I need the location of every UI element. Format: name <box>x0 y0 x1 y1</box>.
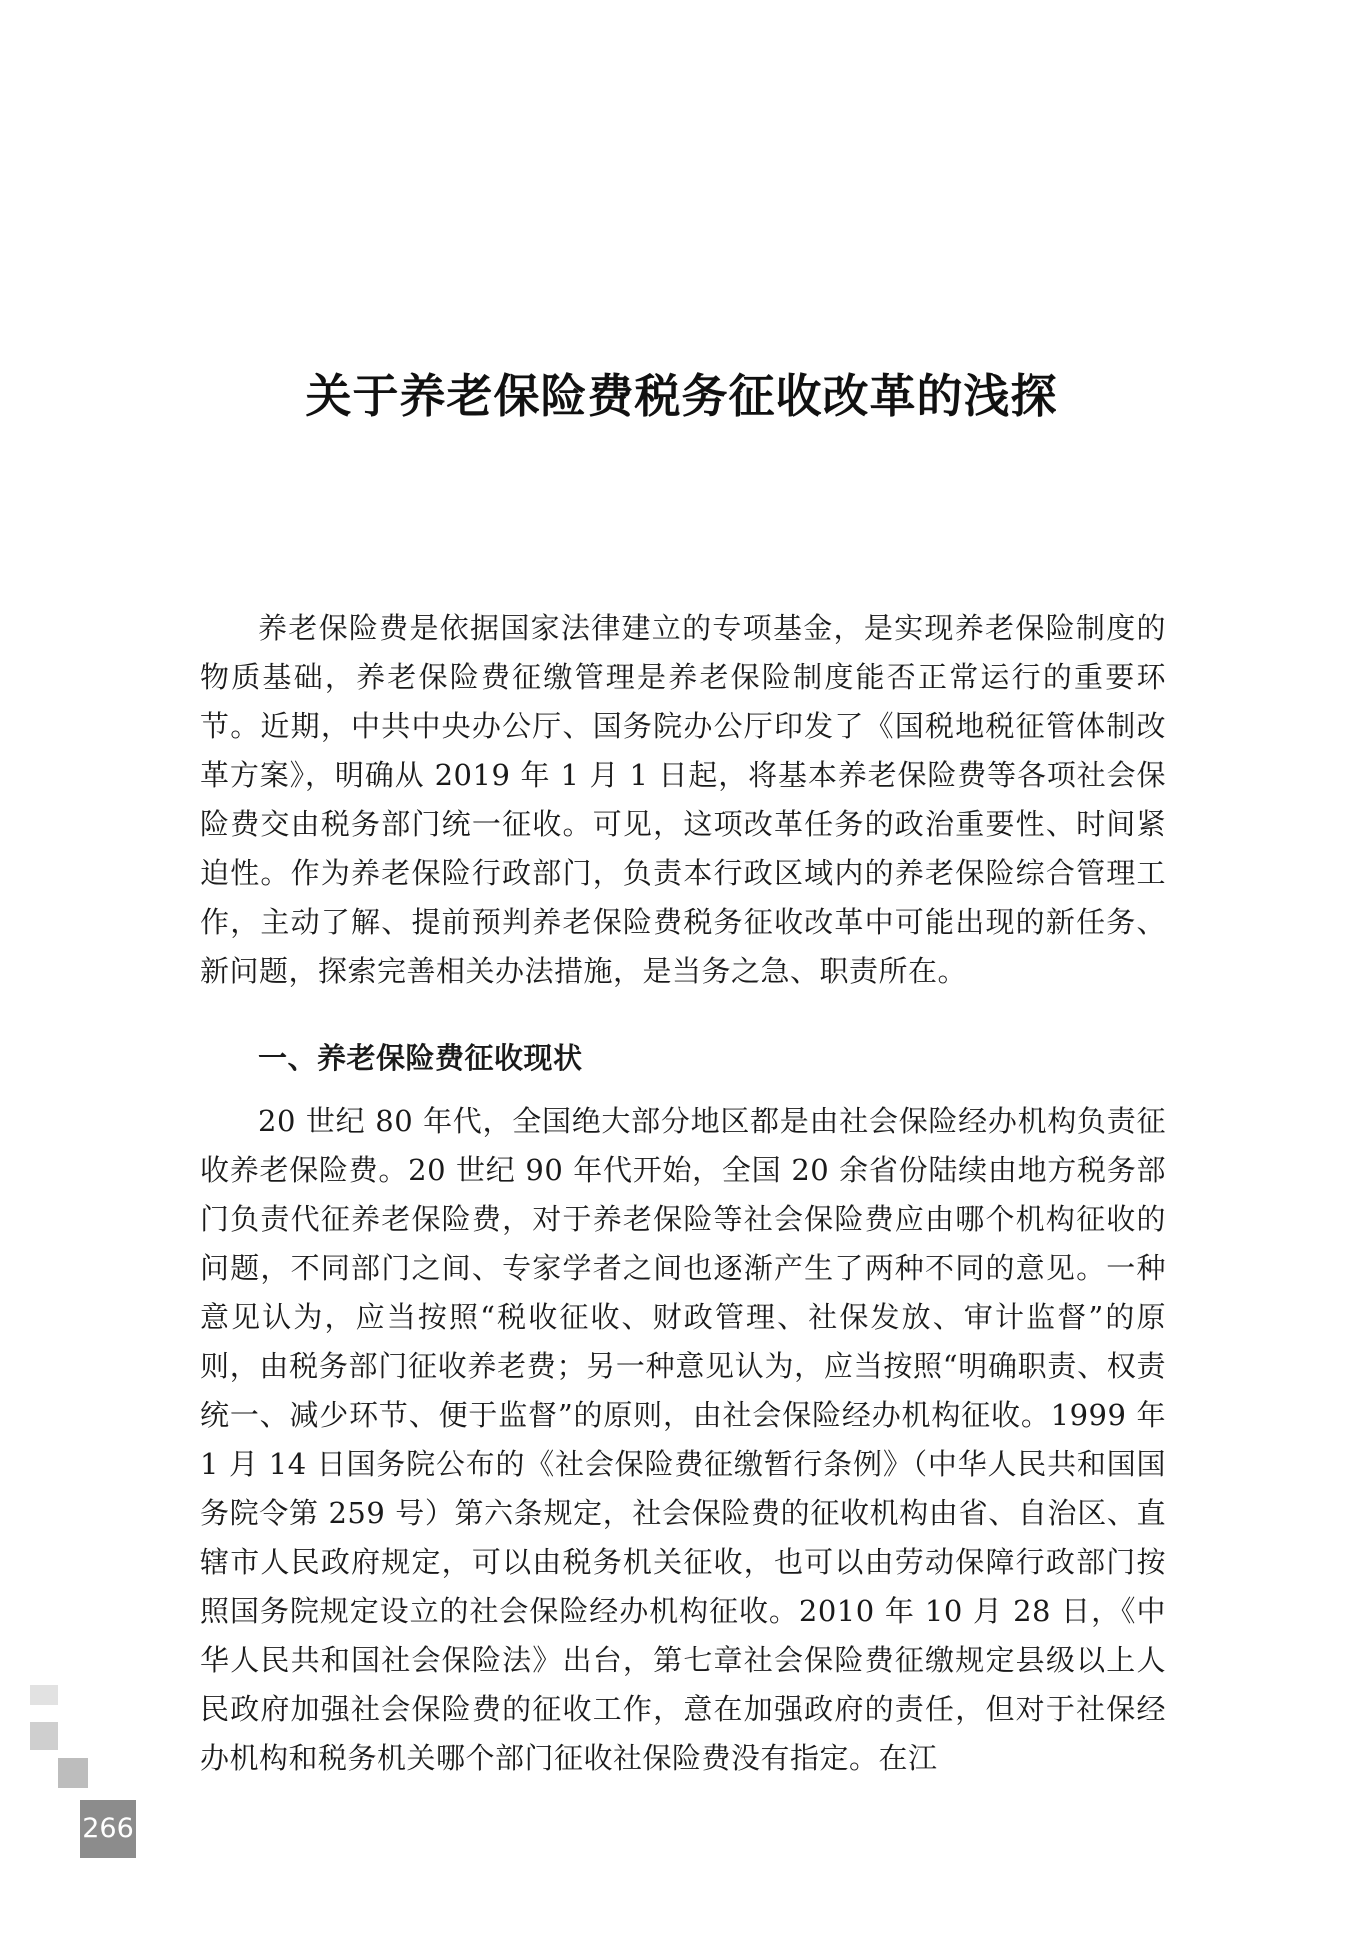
article-title: 关于养老保险费税务征收改革的浅探 <box>305 369 1058 423</box>
section-paragraph: 20 世纪 80 年代，全国绝大部分地区都是由社会保险经办机构负责征收养老保险费。20 世纪 90 年代开始，全国 20 余省份陆续由地方税务部门负责代征养老保险费，对于养老保险等社会保险费应由哪个机构征收的问题，不同部门之间、专家学者之间也逐渐产生了两种不同的意见。一种意见认为，应当按照“税收征收、财政管理、社保发放、审计监督”的原则，由税务部门征收养老费；另一种意见认为，应当按照“明确职责、权责统一、减少环节、便于监督”的原则，由社会保险经办机构征收。1999 年 1 月 14 日国务院公布的《社会保险费征缴暂行条例》（中华人民共和国国务院令第 259 号）第六条规定，社会保险费的征收机构由省、自治区、直辖市人民政府规定，可以由税务机关征收，也可以由劳动保障行政部门按照国务院规定设立的社会保险经办机构征收。2010 年 10 月 28 日，《中华人民共和国社会保险法》出台，第七章社会保险费征缴规定县级以上人民政府加强社会保险费的征收工作，意在加强政府的责任，但对于社保经办机构和税务机关哪个部门征收社保险费没有指定。在江 <box>200 1104 1166 1775</box>
decorative-block <box>58 1758 88 1788</box>
article-body <box>200 604 1166 1783</box>
decorative-block <box>30 1722 58 1750</box>
section-heading: 一、养老保险费征收现状 <box>258 1041 583 1075</box>
intro-paragraph: 养老保险费是依据国家法律建立的专项基金，是实现养老保险制度的物质基础，养老保险费征缴管理是养老保险制度能否正常运行的重要环节。近期，中共中央办公厅、国务院办公厅印发了《国税地税征管体制改革方案》，明确从 2019 年 1 月 1 日起，将基本养老保险费等各项社会保险费交由税务部门统一征收。可见，这项改革任务的政治重要性、时间紧迫性。作为养老保险行政部门，负责本行政区域内的养老保险综合管理工作，主动了解、提前预判养老保险费税务征收改革中可能出现的新任务、新问题，探索完善相关办法措施，是当务之急、职责所在。 <box>200 611 1166 988</box>
page-number: 266 <box>80 1800 136 1858</box>
decorative-block <box>30 1685 58 1705</box>
